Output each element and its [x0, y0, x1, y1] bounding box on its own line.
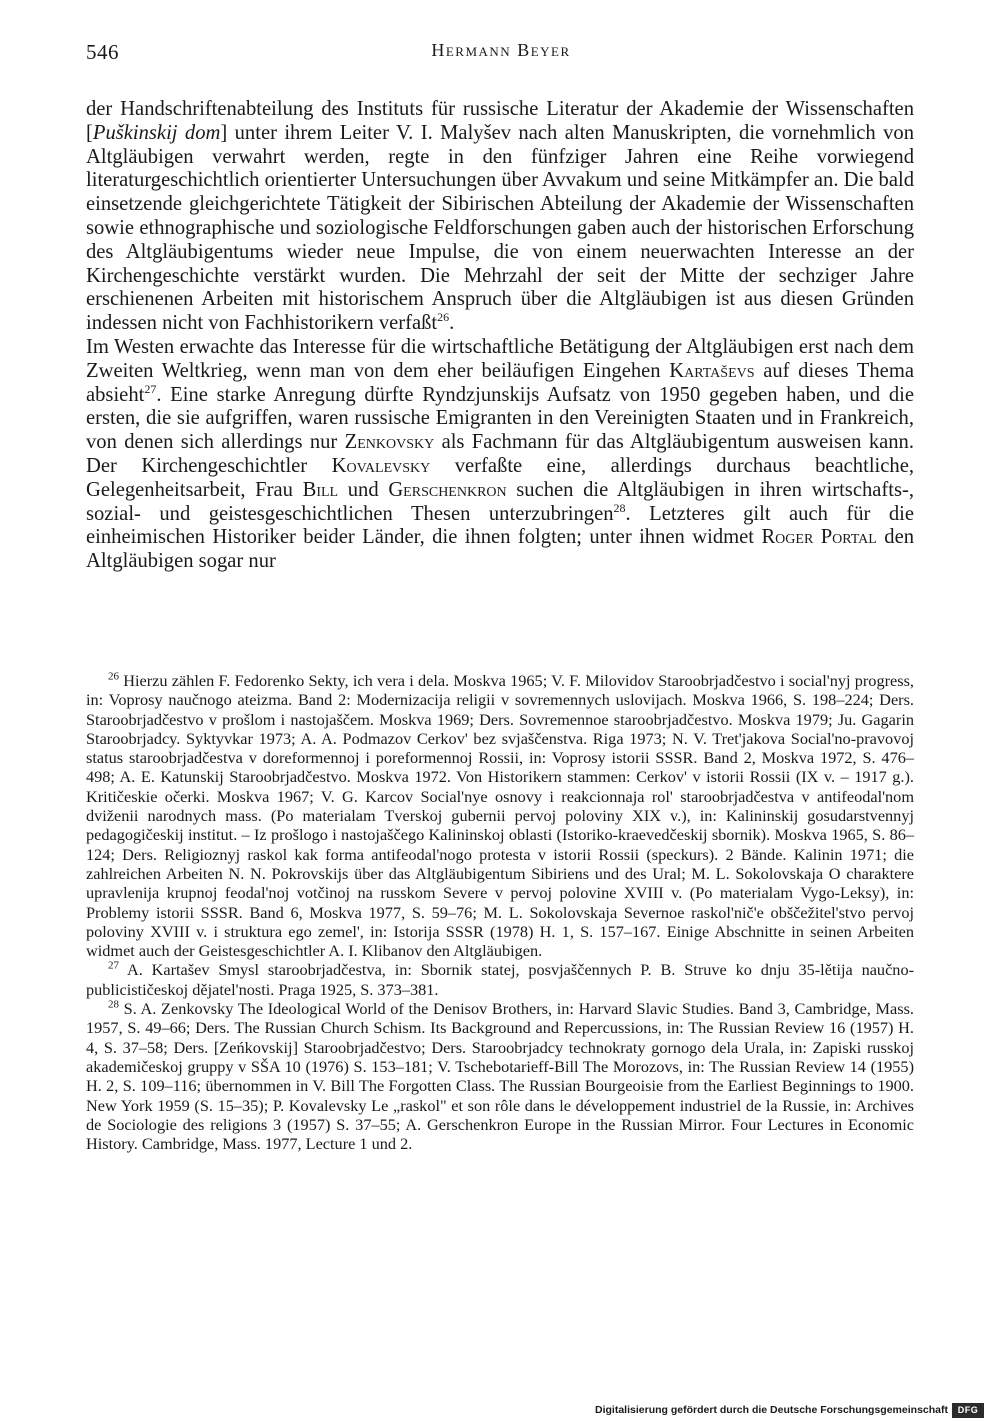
p1-end: .	[449, 312, 455, 335]
footnote-28-text: S. A. Zenkovsky The Ideological World of the Denisov Brothers, in: Harvard Slavic Studies. Band 3, Cambridge, Mass. 1957, S. 49–66; Ders. The Russian Church Schism. Its Background and Repercussions, in: The Russian Review 16 (1957) H. 4, S. 37–58; Ders. [Zeńkovskij] Staroobrjadčestvo; Ders. Staroobrjadcy technokraty gornogo dela Urala, in: Zapiski russkoj akademičeskoj gruppy v SŠA 10 (1976) S. 153–181; V. Tschebotarieff-Bill The Morozovs, in: The Russian Review 14 (1955) H. 2, S. 109–116; übernommen in V. Bill The Forgotten Class. The Russian Bourgeoisie from the Earliest Beginnings to 1900. New York 1959 (S. 15–35); P. Kovalevsky Le „raskol" et son rôle dans le développement industriel de la Russie, in: Archives de Sociologie des religions 3 (1957) S. 37–55; A. Gerschenkron Europe in the Russian Mirror. Four Lectures in Economic History. Cambridge, Mass. 1977, Lecture 1 und 2.	[86, 999, 914, 1154]
footnote-26	[86, 671, 914, 960]
p2-text-d: als Fachmann für das Altgläubigentum ausweisen kann. Der Kirchengeschichtler	[86, 431, 914, 477]
footnote-26-text: Hierzu zählen F. Fedorenko Sekty, ich vera i dela. Moskva 1965; V. F. Milovidov Staroobrjadčestvo i social'nyj progress, in: Voprosy naučnogo ateizma. Band 2: Modernizacija religii v sovremennych uslovijach. Moskva 1966, S. 198–224; Ders. Staroobrjadčestvo v prošlom i nastojaščem. Moskva 1969; Ders. Sovremennoe staroobrjadčestvo. Moskva 1979; Ju. Gagarin Staroobrjadcy. Syktyvkar 1973; A. A. Podmazov Cerkov' bez svjaščenstva. Riga 1973; N. V. Tret'jakova Social'no-pravovoj status staroobrjadčestva v doreformennoj i poreformennoj Rossii, in: Voprosy istorii SSSR. Band 2, Moskva 1972, S. 476–498; A. E. Katunskij Staroobrjadčestvo. Moskva 1972. Von Historikern stammen: Cerkov' v istorii Rossii (IX v. – 1917 g.). Kritičeskie očerki. Moskva 1967; V. G. Karcov Social'nye osnovy i reakcionnaja rol' staroobrjadčestva v antifeodal'nom dviženii narodnych mass. (Po materialam Tverskoj gubernii pervoj poloviny XIX v.), in: Kalininskij gosudarstvennyj pedagogičeskij institut. – Iz prošlogo i nastojaščego Kalininskoj oblasti (Istoriko-kraevedčeskij sbornik). Moskva 1965, S. 86–124; Ders. Religioznyj raskol kak forma antifeodal'nogo protesta v istorii Rossii (speckurs). 2 Bände. Kalinin 1971; die zahlreichen Arbeiten N. N. Pokrovskijs über das Altgläubigentum Sibiriens und des Ural; M. L. Sokolovskaja O charaktere upravlenija krupnoj feodal'noj votčinoj na russkom Severe v pervoj polovine XVIII v. (Po materialam Vygo-Leksy), in: Problemy istorii SSSR. Band 6, Moskva 1977, S. 59–76; M. L. Sokolovskaja Severnoe raskol'nič'e obščežitel'stvo pervoj poloviny XVIII v. i struktura ego zemel', in: Istorija SSSR (1978) H. 1, S. 157–167. Einige Abschnitte in seinen Arbeiten widmet auch der Geistesgeschichtler A. I. Klibanov den Altgläubigen.	[86, 671, 914, 961]
p2-text-i: den Altgläubigen sogar nur	[86, 526, 915, 573]
digitization-footer	[595, 1402, 984, 1418]
p2-text-b: auf dieses Thema absieht	[86, 359, 914, 406]
author-name-portal: Roger Portal	[761, 526, 877, 549]
author-name-bill: Bill	[302, 478, 339, 501]
p1-text-a: der Handschriftenabteilung des Instituts für russische Literatur der Akademie der Wissenschaften [	[86, 98, 914, 144]
page-number: 546	[86, 40, 119, 64]
p2-text-g: suchen die Altgläubigen in ihren wirtschafts-, sozial- und geistesgeschichtlichen Thesen unterzubringen	[86, 478, 914, 525]
footnote-27-text: A. Kartašev Smysl staroobrjadčestva, in: Sbornik statej, posvjaščennych P. B. Struve ko dnju 35-lětija naučno-publicističeskoj dějatel'nosti. Praga 1925, S. 373–381.	[86, 960, 915, 999]
footnote-27	[86, 960, 914, 999]
dfg-logo-icon: DFG	[952, 1403, 984, 1418]
p2-text-e: verfaßte eine, allerdings durchaus beachtliche, Gelegenheitsarbeit, Frau	[86, 454, 914, 501]
p1-italic-title: Puškinskij dom	[92, 121, 221, 144]
author-name-zenkovsky: Zenkovsky	[344, 431, 435, 454]
footnote-26-number: 26	[108, 670, 119, 683]
p1-text-b: ] unter ihrem Leiter V. I. Malyšev nach alten Manuskripten, die vornehmlich von Altgläubigen verwahrt werden, regte in den fünfziger Jahren eine Reihe vorwiegend literaturgeschichtlich orientierter Untersuchungen über Avvakum und seine Mitkämpfer an. Die bald einsetzende gleichgerichtete Tätigkeit der Sibirischen Abteilung der Akademie der Wissenschaften sowie ethnographische und soziologische Feldforschungen gaben auch der historischen Erforschung des Altgläubigentums wieder neue Impulse, die von einem neuerwachten Interesse an der Kirchengeschichte verstärkt wurden. Die Mehrzahl der seit der Mitte der sechziger Jahre erschienenen Arbeiten mit historischem Anspruch über die Altgläubigen ist aus diesen Gründen indessen nicht von Fachhistorikern verfaßt	[86, 121, 914, 335]
author-name-gerschenkron: Gerschenkron	[388, 478, 507, 501]
running-head: Hermann Beyer	[431, 40, 571, 60]
footer-credit-text: Digitalisierung gefördert durch die Deutsche Forschungsgemeinschaft	[595, 1404, 948, 1416]
paragraph-2	[86, 336, 914, 574]
footnote-ref-27[interactable]: 27	[144, 381, 157, 396]
p2-text-c: . Eine starke Anregung dürfte Ryndzjunskijs Aufsatz von 1950 gegeben haben, und die ersten, die sie aufgriffen, waren russische Emigranten in den Vereinigten Staaten und in Frankreich, von denen sich allerdings nur	[86, 383, 914, 454]
footnote-ref-26[interactable]: 26	[437, 310, 450, 325]
author-name-kovalevsky: Kovalevsky	[331, 454, 431, 477]
footnote-27-number: 27	[108, 960, 119, 973]
paragraph-1	[86, 98, 914, 336]
main-body-text	[86, 98, 914, 574]
p2-text-h: . Letzteres gilt auch für die einheimischen Historiker beider Länder, die ihnen folgten; unter ihnen widmet	[86, 502, 914, 549]
author-name-kartasev: Kartaševs	[669, 359, 755, 382]
footnote-ref-28[interactable]: 28	[613, 500, 626, 515]
page-header	[86, 40, 916, 68]
footnote-28	[86, 999, 914, 1153]
footnote-28-number: 28	[108, 998, 119, 1011]
p2-text-f: und	[338, 478, 389, 501]
footnotes-section	[86, 671, 914, 1153]
p2-text-a: Im Westen erwachte das Interesse für die wirtschaftliche Betätigung der Altgläubigen erst nach dem Zweiten Weltkrieg, wenn man von dem eher beiläufigen Eingehen	[86, 335, 914, 382]
